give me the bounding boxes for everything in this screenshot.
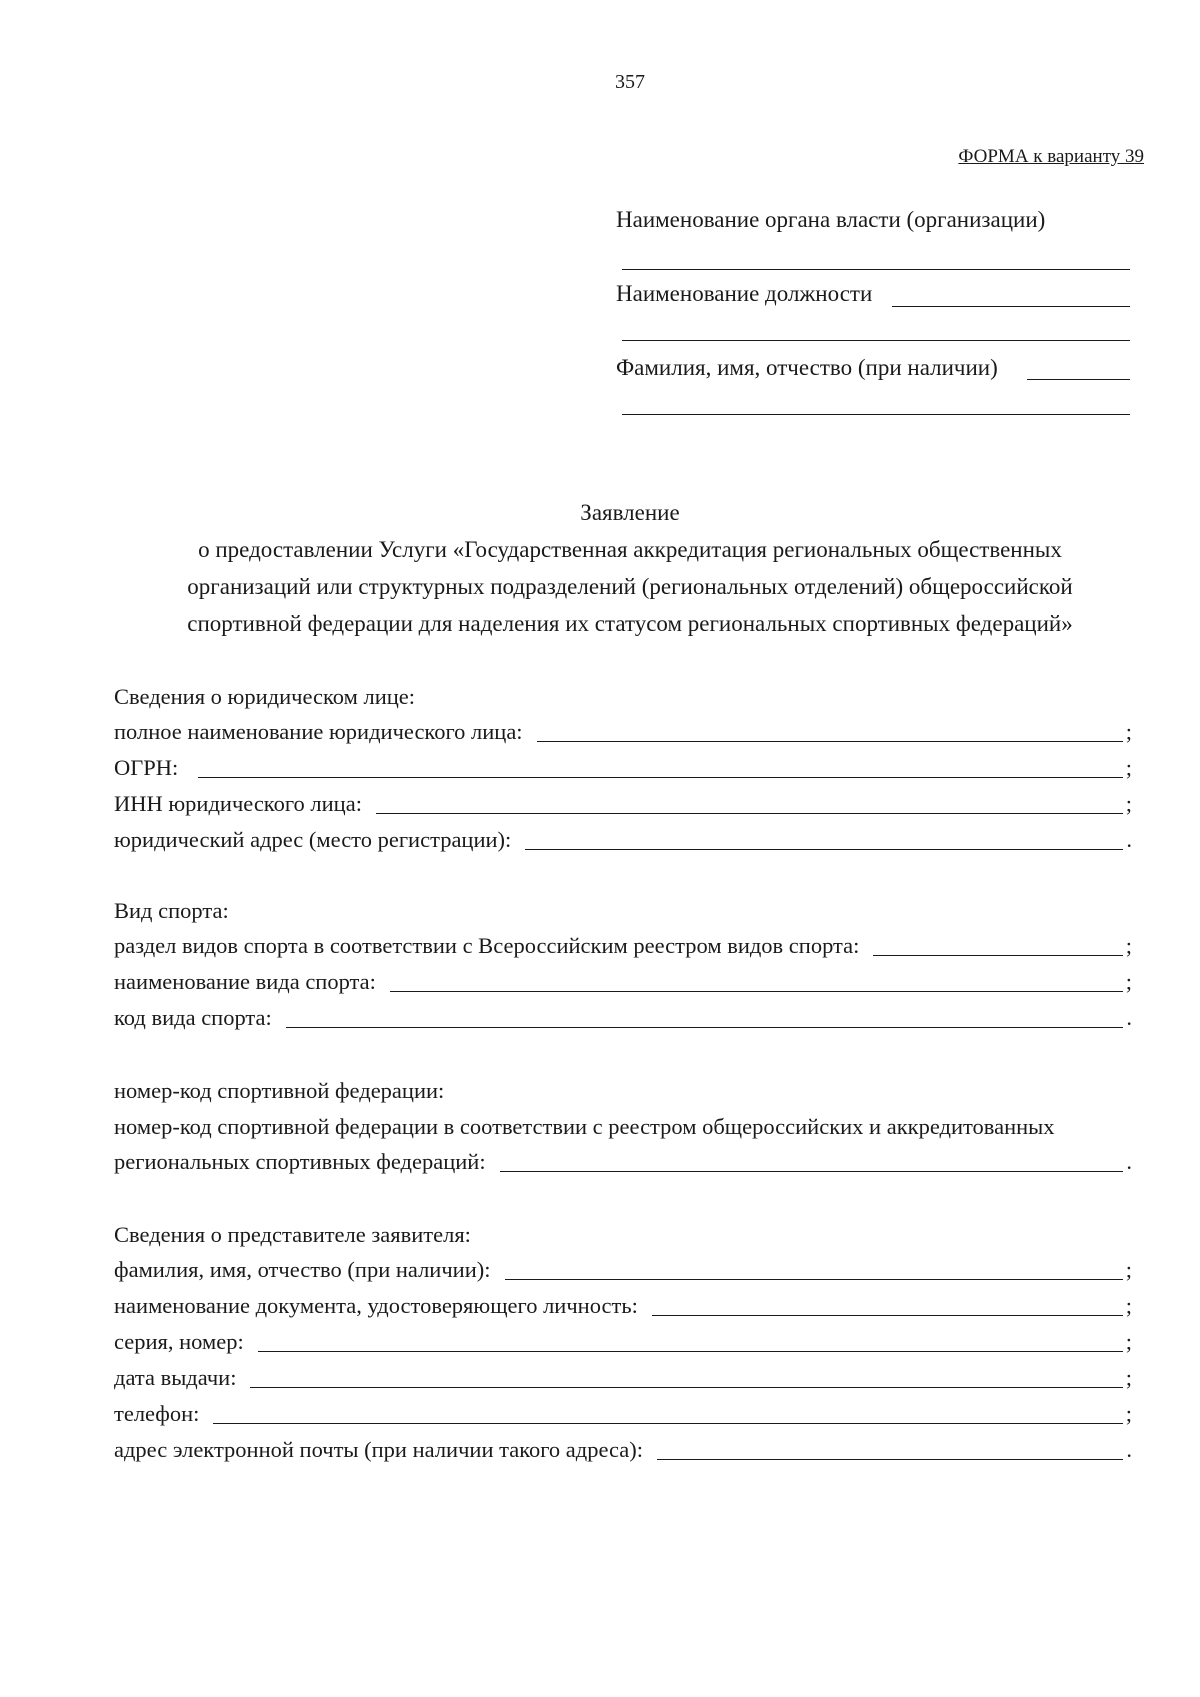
terminator: . <box>1126 827 1132 852</box>
federation-code-input-line[interactable] <box>500 1149 1123 1172</box>
rep-series-input-line[interactable] <box>258 1329 1123 1352</box>
separator: ; <box>1125 791 1132 816</box>
form-reference: ФОРМА к варианту 39 <box>958 146 1144 167</box>
position-input-line-2[interactable] <box>622 320 1130 341</box>
federation-code-label: региональных спортивных федераций: <box>114 1149 486 1174</box>
terminator: . <box>1126 1437 1132 1462</box>
authority-label: Наименование органа власти (организации) <box>616 207 1046 232</box>
sport-name-row <box>114 966 1132 996</box>
rep-doc-row <box>114 1290 1132 1320</box>
rep-phone-input-line[interactable] <box>213 1401 1123 1424</box>
separator: ; <box>1125 1329 1132 1354</box>
separator: ; <box>1125 1401 1132 1426</box>
ogrn-row <box>114 752 1132 782</box>
rep-doc-input-line[interactable] <box>652 1293 1123 1316</box>
legal-entity-heading: Сведения о юридическом лице: <box>114 684 416 709</box>
sport-name-input-line[interactable] <box>390 969 1123 992</box>
sport-heading: Вид спорта: <box>114 898 229 923</box>
document-title: Заявление <box>580 500 680 525</box>
fio-input-line[interactable] <box>1027 355 1130 380</box>
inn-label: ИНН юридического лица: <box>114 791 362 816</box>
sport-code-row <box>114 1002 1132 1032</box>
rep-email-label: адрес электронной почты (при наличии такого адреса): <box>114 1437 644 1462</box>
separator: ; <box>1125 1293 1132 1318</box>
title-subline-1: о предоставлении Услуги «Государственная аккредитация региональных общественных <box>198 537 1062 562</box>
position-label: Наименование должности <box>616 281 873 306</box>
terminator: . <box>1126 1005 1132 1030</box>
inn-input-line[interactable] <box>376 791 1123 814</box>
federation-code-row <box>114 1146 1132 1176</box>
fio-label: Фамилия, имя, отчество (при наличии) <box>616 355 998 380</box>
address-label: юридический адрес (место регистрации): <box>114 827 512 852</box>
position-input-line[interactable] <box>892 282 1130 307</box>
representative-heading: Сведения о представителе заявителя: <box>114 1222 471 1247</box>
rep-email-row <box>114 1434 1132 1464</box>
rep-phone-label: телефон: <box>114 1401 200 1426</box>
sport-name-label: наименование вида спорта: <box>114 969 376 994</box>
rep-phone-row <box>114 1398 1132 1428</box>
sport-section-row <box>114 930 1132 960</box>
title-subline-3: спортивной федерации для наделения их статусом региональных спортивных федераций» <box>187 611 1073 636</box>
rep-date-label: дата выдачи: <box>114 1365 237 1390</box>
rep-date-row <box>114 1362 1132 1392</box>
separator: ; <box>1125 755 1132 780</box>
page-number: 357 <box>615 71 645 93</box>
federation-heading: номер-код спортивной федерации: <box>114 1078 445 1103</box>
authority-input-line[interactable] <box>622 249 1130 270</box>
rep-email-input-line[interactable] <box>657 1437 1123 1460</box>
inn-row <box>114 788 1132 818</box>
separator: ; <box>1125 719 1132 744</box>
rep-series-row <box>114 1326 1132 1356</box>
rep-fio-row <box>114 1254 1132 1284</box>
separator: ; <box>1125 933 1132 958</box>
ogrn-input-line[interactable] <box>198 755 1123 778</box>
address-row <box>114 824 1132 854</box>
rep-date-input-line[interactable] <box>250 1365 1123 1388</box>
rep-doc-label: наименование документа, удостоверяющего личность: <box>114 1293 638 1318</box>
sport-code-label: код вида спорта: <box>114 1005 272 1030</box>
ogrn-label: ОГРН: <box>114 755 179 780</box>
title-subline-2: организаций или структурных подразделений (региональных отделений) общероссийской <box>187 574 1073 599</box>
separator: ; <box>1125 1365 1132 1390</box>
separator: ; <box>1125 1257 1132 1282</box>
sport-section-input-line[interactable] <box>873 933 1123 956</box>
sport-section-label: раздел видов спорта в соответствии с Всероссийским реестром видов спорта: <box>114 933 860 958</box>
fio-input-line-2[interactable] <box>622 394 1130 415</box>
federation-registry-text: номер-код спортивной федерации в соответствии с реестром общероссийских и аккредитованных <box>114 1114 1055 1139</box>
rep-fio-input-line[interactable] <box>505 1257 1124 1280</box>
full-name-input-line[interactable] <box>537 719 1123 742</box>
rep-series-label: серия, номер: <box>114 1329 244 1354</box>
sport-code-input-line[interactable] <box>286 1005 1123 1028</box>
full-name-row <box>114 716 1132 746</box>
rep-fio-label: фамилия, имя, отчество (при наличии): <box>114 1257 491 1282</box>
full-name-label: полное наименование юридического лица: <box>114 719 523 744</box>
address-input-line[interactable] <box>525 827 1123 850</box>
terminator: . <box>1126 1149 1132 1174</box>
separator: ; <box>1125 969 1132 994</box>
